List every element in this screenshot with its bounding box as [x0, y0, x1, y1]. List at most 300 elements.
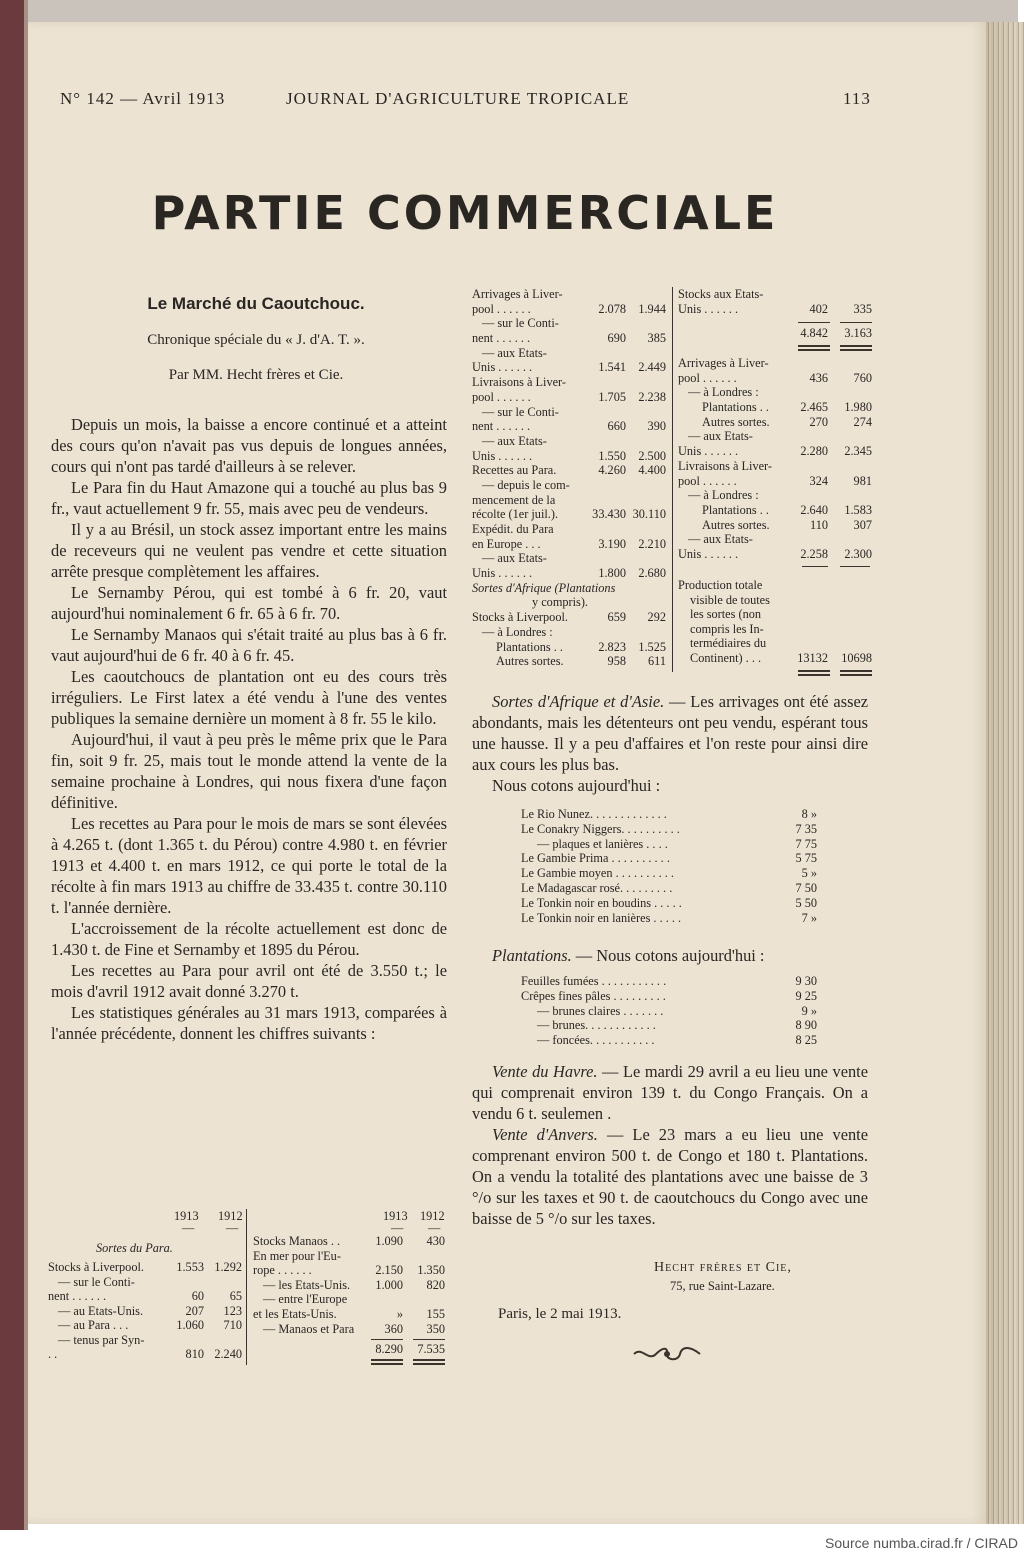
stats-label: Autres sortes.	[496, 654, 564, 669]
stats-value-1912: 2.238	[638, 389, 666, 404]
stats-row	[472, 434, 668, 449]
afrique-intro: Nous cotons aujourd'hui :	[492, 776, 661, 795]
stats-label: — au Para . . .	[58, 1318, 129, 1332]
plantations-intro: — Nous cotons aujourd'hui :	[571, 946, 765, 965]
stats-label: Unis . . . . . .	[678, 301, 739, 316]
stats-row	[472, 419, 668, 434]
total-rule	[840, 345, 872, 347]
price-row	[521, 851, 817, 866]
stats-row	[48, 1289, 244, 1304]
stats-row	[678, 415, 872, 430]
stats-table-col2	[472, 287, 668, 669]
stats-value-1912: 1.980	[844, 400, 872, 415]
article-paragraph: Les recettes au Para pour le mois de mars se sont élevées à 4.265 t. (dont 1.365 t. du Pérou) contre 4.980 t. en février 1913 et 4.400 t. en mars 1912, ce qui porte le total de la récolte à fin mars 1913 au chiffre de 33.435 t. contre 30.110 t. l'année dernière.	[51, 814, 447, 917]
stats-label: — les Etats-Unis.	[263, 1277, 351, 1292]
stats-label: — entre l'Europe	[263, 1292, 348, 1307]
stats-label: — aux Etats-	[482, 433, 547, 448]
stats-label: Expédit. du Para	[472, 522, 554, 536]
total-rule	[413, 1363, 445, 1365]
stats-row	[48, 1304, 244, 1319]
production-totale	[678, 578, 872, 666]
stats-row	[472, 507, 668, 522]
price-value: 8 25	[795, 1033, 817, 1048]
stats-label: nent . . . . . .	[472, 331, 531, 346]
production-label: termédiaires du	[690, 636, 767, 651]
header-journal: JOURNAL D'AGRICULTURE TROPICALE	[286, 89, 630, 108]
section-sortes-para: Sortes du Para.	[96, 1241, 173, 1255]
production-label: compris les In-	[690, 621, 764, 636]
stats-label: Plantations . .	[496, 639, 563, 654]
stats-value-1913: 810	[185, 1347, 204, 1361]
stats-label: et les Etats-Unis.	[253, 1306, 337, 1321]
article-paragraph: Les recettes au Para pour avril ont été de 3.550 t.; le mois d'avril 1912 avait donné 3.270 t.	[51, 961, 447, 1001]
stats-label: pool . . . . . .	[678, 473, 737, 488]
stats-value-1912: 4.400	[638, 463, 666, 478]
stats-row	[472, 478, 668, 493]
stats-row	[472, 522, 668, 537]
article-paragraph: Le Sernamby Pérou, qui est tombé à 6 fr. 20, vaut aujourd'hui nominalement 6 fr. 65 à 6 fr. 70.	[51, 583, 447, 623]
stats-value-1912: 2.680	[638, 566, 666, 581]
stats-value-1913: 2.258	[800, 546, 828, 561]
price-row	[521, 881, 817, 896]
article-paragraph: Aujourd'hui, il vaut à peu près le même prix que le Para fin, soit 9 fr. 25, mais tout le monde attend la vente de la semaine prochaine à Londres, qui nous fixera d'une façon définitive.	[51, 730, 447, 812]
stats-value-1912: 274	[853, 414, 872, 429]
article-paragraph: Il y a au Brésil, un stock assez important entre les mains de receveurs qui ne veulent pas vendre et cette situation arrête presque complètement les affaires.	[51, 520, 447, 581]
stats-row	[678, 429, 872, 444]
stats-label: Unis . . . . . .	[472, 360, 533, 375]
stats-value-1912: 1.583	[844, 502, 872, 517]
stats-row	[678, 356, 872, 371]
ventes-paragraphs	[472, 1061, 868, 1229]
stats-row	[48, 1260, 244, 1275]
source-credit: Source numba.cirad.fr / CIRAD	[825, 1535, 1018, 1551]
stats-row	[472, 640, 668, 655]
year-dash: —	[226, 1221, 239, 1235]
stats-value-1913: 4.260	[598, 463, 626, 478]
price-row	[521, 911, 817, 926]
stats-value-1913: 402	[809, 301, 828, 316]
production-line	[678, 578, 872, 593]
stats-label: mencement de la	[472, 492, 556, 507]
stats-value-1912: 390	[647, 419, 666, 434]
article-paragraph: Les caoutchoucs de plantation ont eu des cours très irréguliers. Le First latex a été vendu à l'une des ventes publiques la semaine dernière un moment à 8 fr. 55 le kilo.	[51, 667, 447, 728]
price-value: 9 »	[801, 1003, 817, 1018]
stats-rows-col3a	[678, 287, 872, 316]
stats-label: — aux Etats-	[688, 429, 753, 444]
total-rule	[840, 670, 872, 672]
price-row	[521, 866, 817, 881]
price-value: 7 35	[795, 821, 817, 836]
stats-row	[472, 390, 668, 405]
stats-label: Livraisons à Liver-	[472, 375, 566, 390]
stats-value-1912: 30.110	[632, 507, 666, 522]
stats-row	[678, 302, 872, 317]
price-row	[521, 807, 817, 822]
stats-row	[472, 346, 668, 361]
stats-row	[472, 287, 668, 302]
stats-value-1913: 660	[607, 419, 626, 434]
stats-row	[678, 518, 872, 533]
afrique-text: — Les arrivages ont été assez abondants, mais les détenteurs ont peu vendu, espérant tous une hausse. Il y a peu d'affaires et l'on reste pour ainsi dire aux cours les plus bas.	[472, 692, 869, 774]
price-value: 5 50	[795, 895, 817, 910]
stats-row	[472, 316, 668, 331]
stats-label: — aux Etats-	[688, 532, 753, 547]
total-rule	[840, 349, 872, 351]
stats-value-1912: 1.944	[638, 301, 666, 316]
stats-row	[253, 1292, 445, 1307]
page-edges-shade	[986, 22, 1024, 1524]
stats-value-1913: 2.150	[375, 1263, 403, 1278]
stats-label: rope . . . . . .	[253, 1263, 312, 1278]
stats-rows-col3b	[678, 356, 872, 562]
stats-label: Unis . . . . . .	[678, 444, 739, 459]
stats-value-1913: 1.553	[176, 1260, 204, 1274]
price-label: Le Gambie moyen . . . . . . . . . .	[521, 866, 674, 881]
stats-label: Stocks aux Etats-	[678, 287, 764, 301]
price-label: Crêpes fines pâles . . . . . . . . .	[521, 988, 666, 1003]
stats-row	[472, 595, 668, 610]
stats-label: pool . . . . . .	[678, 370, 737, 385]
stats-value-1912: 2.240	[214, 1347, 242, 1361]
stats-label: — aux Etats-	[482, 551, 547, 566]
total-rule	[371, 1363, 403, 1365]
signature-name: Hecht frères et Cie,	[654, 1260, 792, 1275]
stats-label: pool . . . . . .	[472, 389, 531, 404]
price-label: Le Madagascar rosé. . . . . . . . .	[521, 880, 673, 895]
stats-row	[472, 610, 668, 625]
stats-value-1913: 1.090	[375, 1234, 403, 1248]
stats-row	[472, 405, 668, 420]
stats-label: — à Londres :	[482, 624, 553, 639]
page-title: PARTIE COMMERCIALE	[151, 186, 779, 240]
subtotal-1912: 3.163	[844, 326, 872, 340]
stats-value-1913: 436	[809, 370, 828, 385]
stats-value-1913: 207	[185, 1303, 204, 1318]
article-paragraph: Le Para fin du Haut Amazone qui a touché au plus bas 9 fr., vaut actuellement 9 fr. 55, mais avec peu de vendeurs.	[51, 478, 447, 518]
stats-value-1913: »	[396, 1306, 403, 1321]
price-row	[521, 822, 817, 837]
plantations-heading: Plantations.	[492, 946, 572, 965]
year-1913: 1913	[383, 1209, 408, 1223]
total-rule	[413, 1359, 445, 1361]
stats-value-1913: 690	[607, 331, 626, 346]
stats-label: pool . . . . . .	[472, 301, 531, 316]
stats-row	[678, 503, 872, 518]
stats-value-1912: 1.350	[417, 1263, 445, 1278]
price-label: — foncées. . . . . . . . . . .	[537, 1033, 655, 1048]
price-row	[521, 1004, 817, 1019]
stats-row	[48, 1275, 244, 1290]
stats-row	[48, 1347, 244, 1362]
stats-row	[472, 449, 668, 464]
ornament-icon	[632, 1346, 702, 1362]
price-value: 9 30	[795, 974, 817, 988]
price-value: 8 »	[801, 807, 817, 821]
stats-row	[678, 459, 872, 474]
stats-value-1913: 2.823	[598, 639, 626, 654]
stats-row	[472, 581, 668, 596]
price-row	[521, 1018, 817, 1033]
stats-value-1912: 611	[648, 654, 666, 669]
production-line	[678, 651, 872, 666]
stats-row	[472, 360, 668, 375]
havre-text: — Le mardi 29 avril a eu lieu une vente qui comprenait environ 139 t. du Congo Français. On a vendu 6 t. seulemen .	[472, 1062, 869, 1123]
stats-row	[472, 551, 668, 566]
production-label: Continent) . . .	[690, 650, 762, 665]
stats-value-1913: 60	[191, 1289, 204, 1303]
stats-row	[472, 566, 668, 581]
stats-row	[253, 1263, 445, 1278]
total-rule	[798, 345, 830, 347]
stats-row	[253, 1234, 445, 1249]
price-value: 7 75	[795, 836, 817, 851]
subtotal-1913: 4.842	[800, 326, 828, 340]
stats-value-1913: 2.280	[800, 444, 828, 459]
price-label: — brunes claires . . . . . . .	[537, 1003, 664, 1018]
anvers-heading: Vente d'Anvers.	[492, 1125, 598, 1144]
stats-value-1913: 1.800	[598, 566, 626, 581]
stats-label: . .	[48, 1347, 58, 1361]
stats-row	[253, 1307, 445, 1322]
sum-rule	[413, 1339, 445, 1340]
stats-value-1912: 2.449	[638, 360, 666, 375]
stats-label: Plantations . .	[702, 400, 769, 415]
price-row	[521, 989, 817, 1004]
stats-label: — depuis le com-	[482, 477, 570, 492]
stats-value-1913: 360	[384, 1321, 403, 1336]
stats-row	[678, 287, 872, 302]
stats-label: En mer pour l'Eu-	[253, 1248, 341, 1263]
stats-label: Arrivages à Liver-	[472, 287, 563, 301]
plantations-price-list	[521, 974, 817, 1048]
stats-row	[678, 385, 872, 400]
stats-label: Stocks à Liverpool.	[48, 1260, 144, 1274]
article-byline: Par MM. Hecht frères et Cie.	[168, 367, 344, 383]
stats-value-1912: 307	[853, 517, 872, 532]
stats-value-1913: 659	[607, 610, 626, 625]
stats-value-1912: 1.525	[638, 639, 666, 654]
stats-label: — Manaos et Para	[263, 1321, 355, 1336]
price-row	[521, 837, 817, 852]
stats-value-1913: 1.705	[598, 389, 626, 404]
article-paragraph: Les statistiques générales au 31 mars 1913, comparées à l'année précédente, donnent les chiffres suivants :	[51, 1003, 447, 1043]
production-label: Production totale	[678, 578, 763, 592]
signature-address: 75, rue Saint-Lazare.	[670, 1279, 775, 1293]
price-label: Le Rio Nunez. . . . . . . . . . . . .	[521, 807, 667, 821]
stats-value-1912: 155	[426, 1306, 445, 1321]
stats-row	[472, 537, 668, 552]
stats-value-1912: 2.300	[844, 546, 872, 561]
total-rule	[798, 670, 830, 672]
article-paragraph: Le Sernamby Manaos qui s'était traité au plus bas à 6 fr. vaut aujourd'hui de 6 fr. 40 à 6 fr. 45.	[51, 625, 447, 665]
stats-label: Plantations . .	[702, 502, 769, 517]
scan-top-band	[28, 0, 1018, 24]
price-label: — brunes. . . . . . . . . . . .	[537, 1018, 656, 1033]
havre-heading: Vente du Havre.	[492, 1062, 598, 1081]
stats-label: Stocks Manaos . .	[253, 1234, 341, 1248]
article-title: Le Marché du Caoutchouc.	[147, 294, 365, 313]
stats-label: Unis . . . . . .	[472, 448, 533, 463]
stats-row	[48, 1333, 244, 1348]
sum-rule	[798, 322, 830, 323]
stats-row	[472, 463, 668, 478]
stats-value-1912: 335	[853, 301, 872, 316]
stats-row	[253, 1322, 445, 1337]
stats-row	[678, 474, 872, 489]
production-line	[678, 607, 872, 622]
price-value: 7 »	[801, 910, 817, 925]
price-row	[521, 896, 817, 911]
stats-row	[253, 1249, 445, 1264]
total-rule	[798, 674, 830, 676]
price-label: Le Conakry Niggers. . . . . . . . . .	[521, 821, 680, 836]
year-1913: 1913	[174, 1209, 199, 1223]
production-1913: 13132	[797, 650, 828, 665]
stats-value-1913: 2.640	[800, 502, 828, 517]
date-line: Paris, le 2 mai 1913.	[498, 1306, 622, 1322]
stats-row	[48, 1318, 244, 1333]
stats-value-1912: 2.210	[638, 536, 666, 551]
stats-value-1913: 1.060	[176, 1318, 204, 1332]
stats-row	[678, 371, 872, 386]
year-dash: —	[182, 1221, 195, 1235]
stats-value-1912: 2.500	[638, 448, 666, 463]
stats-value-1912: 385	[647, 331, 666, 346]
stats-value-1913: 33.430	[592, 507, 626, 522]
stats-row	[678, 532, 872, 547]
stats-row	[678, 444, 872, 459]
production-label: les sortes (non	[690, 607, 762, 622]
stats-row	[678, 400, 872, 415]
price-row	[521, 1033, 817, 1048]
stats-label: récolte (1er juil.).	[472, 507, 559, 522]
stats-rows-right	[253, 1234, 445, 1336]
production-line	[678, 636, 872, 651]
price-value: 7 50	[795, 880, 817, 895]
price-row	[521, 974, 817, 989]
stats-label: — sur le Conti-	[482, 404, 559, 419]
total-1912: 7.535	[417, 1342, 445, 1356]
year-1912: 1912	[420, 1209, 445, 1223]
stats-value-1913: 110	[810, 517, 828, 532]
stats-label: — sur le Conti-	[58, 1274, 135, 1289]
stats-label: — aux Etats-	[482, 345, 547, 360]
sum-rule	[840, 566, 870, 567]
sum-rule	[371, 1339, 403, 1340]
stats-row	[472, 302, 668, 317]
page-number: 113	[843, 89, 871, 108]
afrique-heading: Sortes d'Afrique et d'Asie.	[492, 692, 665, 711]
stats-value-1912: 820	[426, 1277, 445, 1292]
stats-label: Autres sortes.	[702, 517, 770, 532]
stats-value-1912: 2.345	[844, 444, 872, 459]
stats-rows-left	[48, 1260, 244, 1362]
stats-label: nent . . . . . .	[472, 419, 531, 434]
stats-value-1912: 65	[229, 1289, 242, 1303]
stats-label: Livraisons à Liver-	[678, 458, 772, 473]
stats-label: — au Etats-Unis.	[58, 1303, 144, 1318]
stats-row	[472, 654, 668, 669]
stats-value-1912: 760	[853, 370, 872, 385]
total-rule	[840, 674, 872, 676]
stats-value-1912: 292	[647, 610, 666, 625]
stats-label: — à Londres :	[688, 488, 759, 503]
stats-label: Sortes d'Afrique (Plantations	[472, 580, 616, 595]
table-divider	[246, 1209, 247, 1365]
year-dash: —	[391, 1221, 404, 1235]
price-label: Le Gambie Prima . . . . . . . . . .	[521, 851, 670, 866]
header-issue: N° 142 — Avril 1913	[60, 89, 226, 108]
stats-value-1913: 958	[607, 654, 626, 669]
stats-value-1913: 1.550	[598, 448, 626, 463]
article-paragraph: Depuis un mois, la baisse a encore continué et a atteint des cours qu'on n'avait pas vus depuis de longues années, cours qui n'ont pas tardé d'ailleurs à se relever.	[51, 415, 447, 476]
stats-value-1912: 981	[853, 473, 872, 488]
stats-value-1913: 270	[809, 414, 828, 429]
stats-row	[472, 375, 668, 390]
stats-value-1913: 2.078	[598, 301, 626, 316]
article-subtitle: Chronique spéciale du « J. d'A. T. ».	[147, 332, 365, 348]
production-line	[678, 593, 872, 608]
article-body	[51, 414, 447, 1044]
stats-value-1912: 1.292	[214, 1260, 242, 1274]
price-label: — plaques et lanières . . . .	[537, 836, 668, 851]
stats-label: Unis . . . . . .	[472, 566, 533, 581]
stats-row	[678, 488, 872, 503]
afrique-paragraph	[472, 691, 868, 796]
stats-value-1913: 1.000	[375, 1277, 403, 1292]
stats-value-1912: 123	[223, 1303, 242, 1318]
stats-label: — tenus par Syn-	[58, 1332, 145, 1347]
column-divider	[672, 287, 673, 672]
stats-value-1913: 3.190	[598, 536, 626, 551]
stats-label: Unis . . . . . .	[678, 546, 739, 561]
stats-row	[472, 625, 668, 640]
article-paragraph: L'accroissement de la récolte actuellement est donc de 1.430 t. de Fine et Sernamby et 1895 du Pérou.	[51, 919, 447, 959]
price-value: 5 »	[801, 866, 817, 881]
stats-label: Stocks à Liverpool.	[472, 610, 568, 625]
sum-rule	[802, 566, 828, 567]
total-rule	[798, 349, 830, 351]
afrique-price-list	[521, 807, 817, 925]
plantations-paragraph	[472, 945, 868, 966]
price-label: Le Tonkin noir en boudins . . . . .	[521, 895, 682, 910]
stats-label: Arrivages à Liver-	[678, 356, 769, 370]
stats-row	[472, 493, 668, 508]
stats-label: — sur le Conti-	[482, 316, 559, 331]
year-dash: —	[428, 1221, 441, 1235]
stats-label: nent . . . . . .	[48, 1289, 107, 1303]
stats-value-1912: 710	[223, 1318, 242, 1332]
stats-label: en Europe . . .	[472, 536, 541, 551]
stats-label: Autres sortes.	[702, 414, 770, 429]
stats-label: — à Londres :	[688, 385, 759, 400]
stats-value-1912: 350	[426, 1321, 445, 1336]
price-value: 8 90	[795, 1018, 817, 1033]
price-value: 5 75	[795, 851, 817, 866]
sum-rule	[840, 322, 872, 323]
stats-value-1913: 1.541	[598, 360, 626, 375]
anvers-text: — Le 23 mars a eu lieu une vente comprenant environ 500 t. de Congo et 180 t. Plantations. On a vendu la totalité des plantations avec une baisse de 3 °/o sur les taxes et 90 t. de caoutchoucs du Congo avec une baisse de 5 °/o sur les taxes.	[472, 1125, 868, 1228]
total-1913: 8.290	[375, 1342, 403, 1356]
production-label: visible de toutes	[690, 592, 770, 607]
production-1912: 10698	[841, 650, 872, 665]
stats-row	[472, 331, 668, 346]
stats-value-1912: 430	[426, 1234, 445, 1248]
production-line	[678, 622, 872, 637]
stats-label: y compris).	[532, 595, 589, 610]
price-value: 9 25	[795, 988, 817, 1003]
stats-row	[678, 547, 872, 562]
